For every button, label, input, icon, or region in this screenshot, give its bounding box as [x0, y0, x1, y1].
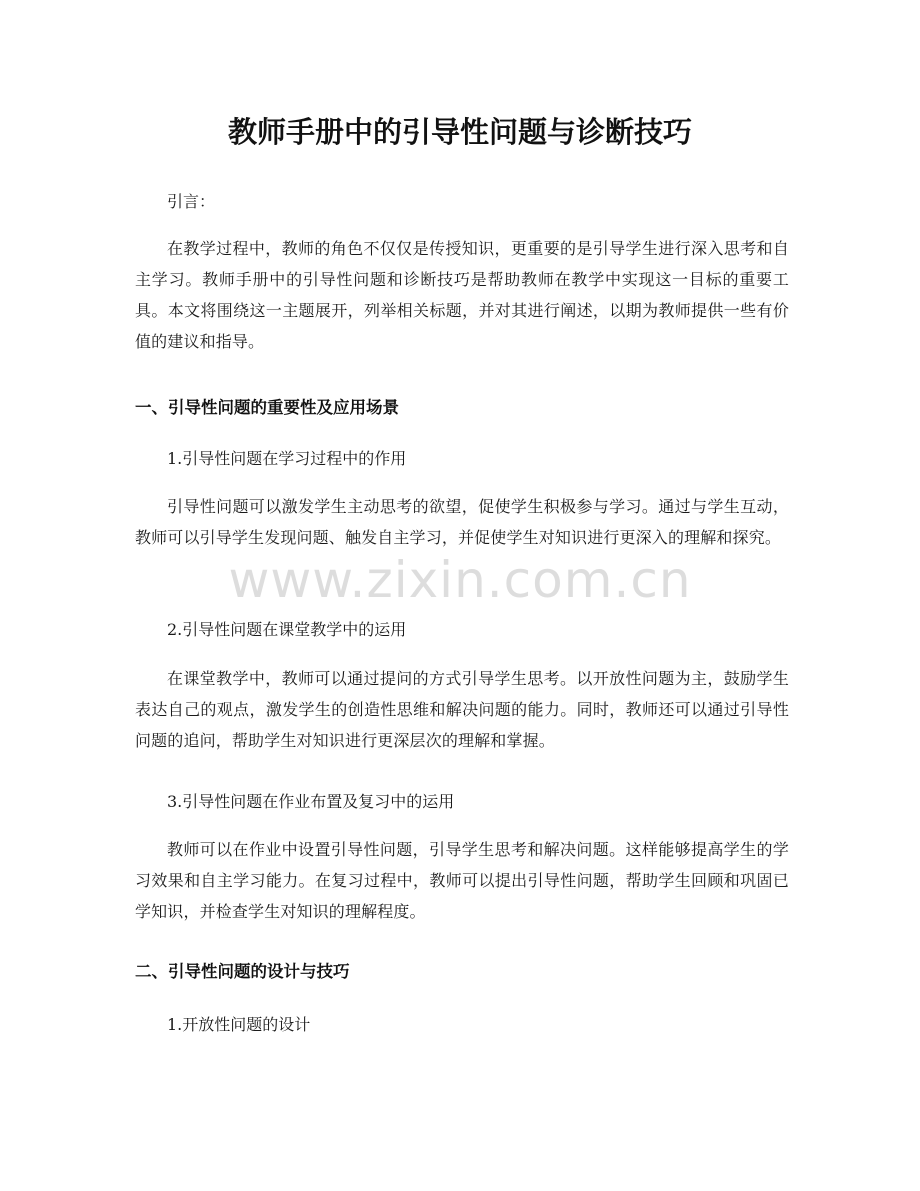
subsection-heading-1-2: 2.引导性问题在课堂教学中的运用 — [167, 620, 407, 639]
section-heading-1: 一、引导性问题的重要性及应用场景 — [135, 398, 399, 417]
intro-paragraph: 在教学过程中，教师的角色不仅仅是传授知识，更重要的是引导学生进行深入思考和自主学习。教师手册中的引导性问题和诊断技巧是帮助教师在教学中实现这一目标的重要工具。本文将围绕这一主题展开，列举相关标题，并对其进行阐述，以期为教师提供一些有价值的建议和指导。 — [135, 239, 789, 351]
subsection-paragraph-1-2: 在课堂教学中，教师可以通过提问的方式引导学生思考。以开放性问题为主，鼓励学生表达自己的观点，激发学生的创造性思维和解决问题的能力。同时，教师还可以通过引导性问题的追问，帮助学生对知识进行更深层次的理解和掌握。 — [135, 669, 789, 750]
subsection-heading-1-1: 1.引导性问题在学习过程中的作用 — [167, 449, 407, 468]
subsection-heading-2-1: 1.开放性问题的设计 — [167, 1015, 311, 1034]
subsection-paragraph-1-1: 引导性问题可以激发学生主动思考的欲望，促使学生积极参与学习。通过与学生互动，教师可以引导学生发现问题、触发自主学习，并促使学生对知识进行更深入的理解和探究。 — [135, 497, 789, 547]
watermark: www.zixin.com.cn — [228, 551, 692, 609]
subsection-paragraph-1-3: 教师可以在作业中设置引导性问题，引导学生思考和解决问题。这样能够提高学生的学习效果和自主学习能力。在复习过程中，教师可以提出引导性问题，帮助学生回顾和巩固已学知识，并检查学生对知识的理解程度。 — [135, 840, 789, 921]
document-title: 教师手册中的引导性问题与诊断技巧 — [227, 115, 692, 149]
intro-label: 引言： — [167, 192, 216, 211]
section-heading-2: 二、引导性问题的设计与技巧 — [135, 962, 350, 981]
subsection-heading-1-3: 3.引导性问题在作业布置及复习中的运用 — [167, 792, 455, 811]
